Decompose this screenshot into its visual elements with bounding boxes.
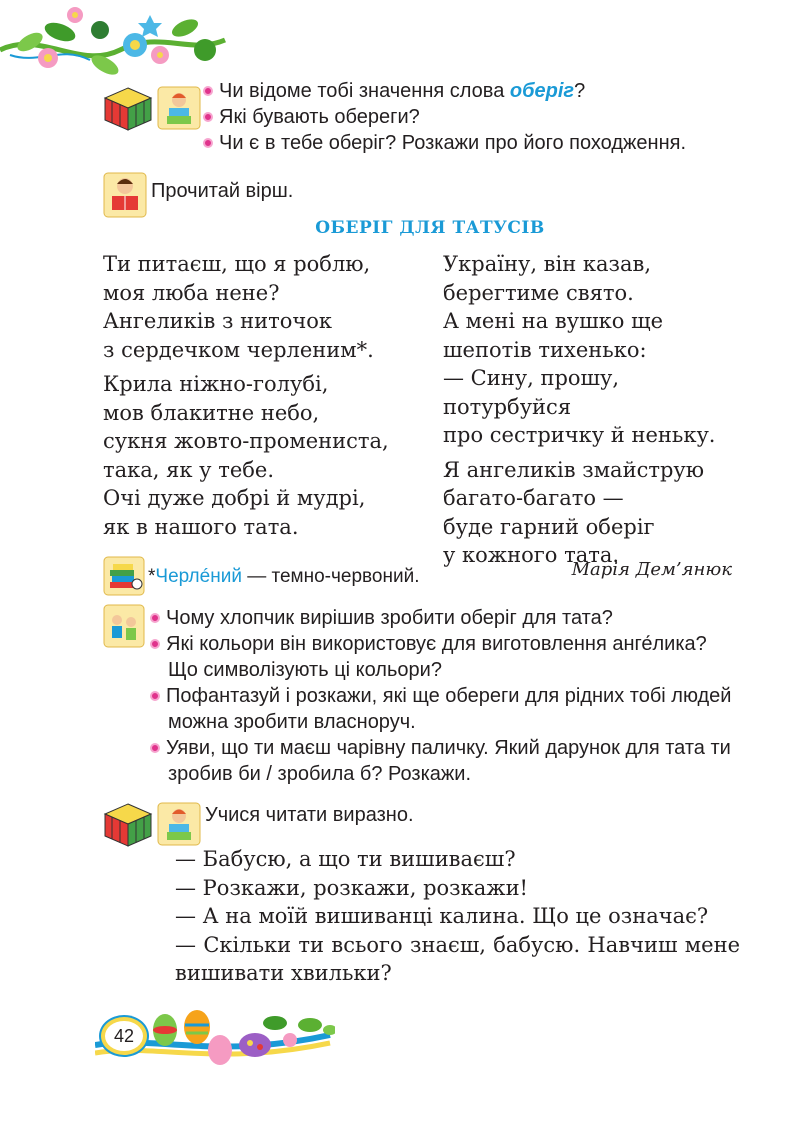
boy-reading-icon	[103, 172, 147, 218]
poem-line: моя люба нене?	[103, 280, 280, 305]
flower-garland-icon	[0, 0, 230, 90]
stanza	[103, 250, 433, 364]
boy-reading-icon	[157, 86, 201, 130]
poem-line: Я ангеликів змайструю	[443, 457, 705, 482]
question-list-item: Пофантазуй і розкажи, які ще обереги для рідних тобі людей можна зробити власноруч.	[150, 683, 755, 735]
poem-line: як в нашого тата.	[103, 514, 299, 539]
poem-line: така, як у тебе.	[103, 457, 275, 482]
dialogue-line: — Скільки ти всього знаєш, бабусю. Навчиш мене вишивати хвильки?	[175, 932, 740, 985]
poem-line: сукня жовто-промениста,	[103, 429, 389, 453]
poem-line: багато-багато —	[443, 486, 624, 510]
poem-line: — Сину, прошу,	[443, 366, 620, 390]
poem-line: Крила ніжно-голубі,	[103, 372, 329, 396]
poem-right-column	[443, 250, 763, 570]
dialogue-line: — А на моїй вишиванці калина. Що це означає?	[175, 904, 709, 928]
poem-line: буде гарний оберіг	[443, 514, 655, 539]
bullet-icon	[203, 138, 213, 148]
question-3: Чи є в тебе оберіг? Розкажи про його походження.	[203, 130, 763, 156]
stanza	[443, 250, 763, 450]
dialogue-line: — Розкажи, розкажи, розкажи!	[175, 875, 529, 900]
poem-line: мов блакитне небо,	[103, 400, 320, 425]
poem-line: А мені на вушко ще	[443, 309, 664, 333]
keyword-oberig: оберіг	[509, 80, 575, 102]
bullet-icon	[203, 86, 213, 96]
stanza	[443, 456, 763, 570]
glossary-term: Черлéний	[155, 566, 242, 587]
poem-line: потурбуйся	[443, 394, 572, 419]
poem-line: у кожного тата.	[443, 543, 620, 567]
stanza	[103, 370, 433, 541]
rubik-cube-icon	[103, 86, 153, 132]
poem-line: Україну, він казав,	[443, 252, 652, 276]
poem-author: Марія Дем’янюк	[571, 559, 732, 580]
expressive-prompt: Учися читати виразно.	[205, 804, 414, 826]
poem-left-column	[103, 250, 433, 541]
question-list-item: Чому хлопчик вирішив зробити оберіг для тата?	[150, 605, 755, 631]
question-list-item: Уяви, що ти маєш чарівну паличку. Який дарунок для тата ти зробив би / зробила б? Розкажи.	[150, 735, 758, 787]
page-number: 42	[113, 1025, 135, 1046]
bullet-icon	[150, 613, 160, 623]
rubik-cube-icon	[103, 802, 153, 848]
bullet-icon	[203, 112, 213, 122]
boy-reading-icon	[157, 802, 201, 846]
poem-line: Ти питаєш, що я роблю,	[103, 252, 371, 276]
poem-line: шепотів тихенько:	[443, 337, 647, 362]
poem-title: ОБЕРІГ ДЛЯ ТАТУСІВ	[315, 218, 545, 238]
dialogue-line: — Бабусю, а що ти вишиваєш?	[175, 847, 516, 871]
page-number-badge	[101, 1017, 147, 1055]
poem-line: Ангеликів з ниточок	[103, 309, 333, 333]
poem-line: берегтиме свято.	[443, 280, 634, 305]
question-2: Які бувають обереги?	[203, 104, 763, 130]
bullet-icon	[150, 691, 160, 701]
children-icon	[103, 604, 145, 648]
read-prompt: Прочитай вірш.	[151, 180, 294, 202]
poem-line: про сестричку й неньку.	[443, 423, 716, 447]
bullet-icon	[150, 639, 160, 649]
glossary-note: *Черлéний — темно-червоний.	[148, 566, 420, 587]
poem-line: з сердечком черленим*.	[103, 337, 374, 362]
bullet-icon	[150, 743, 160, 753]
question-list-item: Які кольори він використовує для виготовлення анге́лика? Що символізують ці кольори?	[150, 631, 708, 683]
poem-line: Очі дуже добрі й мудрі,	[103, 486, 366, 510]
book-stack-icon	[103, 556, 145, 596]
question-1: Чи відоме тобі значення слова оберіг?	[203, 78, 763, 104]
